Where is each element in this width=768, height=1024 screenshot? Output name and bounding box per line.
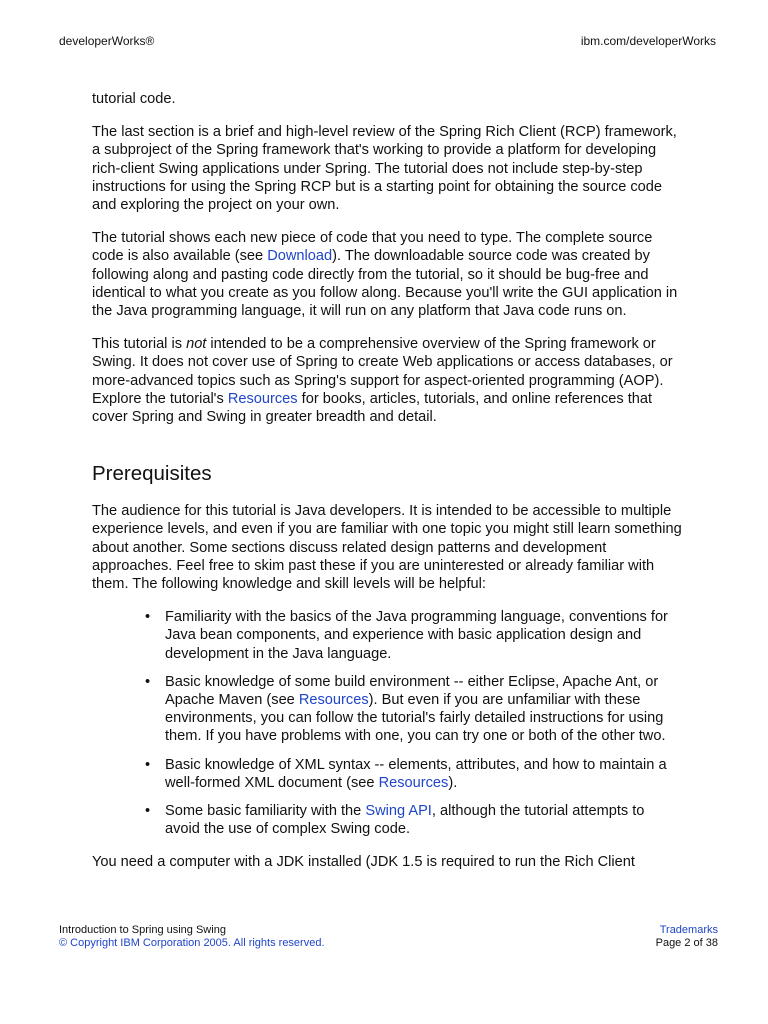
text: This tutorial is <box>92 336 187 353</box>
list-item <box>145 608 682 663</box>
document-body <box>92 90 682 886</box>
swing-api-link[interactable]: Swing API <box>365 803 432 820</box>
text: ). <box>448 774 458 791</box>
page-number: Page 2 of 38 <box>655 937 718 949</box>
paragraph-2 <box>92 229 682 320</box>
text: intended to be a comprehensive overview of the Spring framework or Swing. It does not cover use of Spring to create Web applications or access databases, or more-advanced topics such as Spring's support for aspect-oriented programming (AOP). Explore the tutorial's <box>92 336 673 407</box>
paragraph-4: The audience for this tutorial is Java developers. It is intended to be accessible to multiple experience levels, and even if you are familiar with one topic you might still learn something about another. Some sections discuss related design patterns and development approaches. Feel free to skim past these if you are uninterested or already familiar with them. The following knowledge and skill levels will be helpful: <box>92 503 682 593</box>
paragraph-0: tutorial code. <box>92 91 176 107</box>
section-heading: Prerequisites <box>92 462 212 486</box>
text: Basic knowledge of XML syntax -- elements, attributes, and how to maintain a well-formed XML document (see <box>165 756 667 791</box>
download-link[interactable]: Download <box>267 248 333 265</box>
text: Familiarity with the basics of the Java programming language, conventions for Java bean components, and experience with basic application design and development in the Java language. <box>165 609 668 662</box>
paragraph-5: You need a computer with a JDK installed (JDK 1.5 is required to run the Rich Client <box>92 853 635 870</box>
text: , although the tutorial attempts to avoid the use of complex Swing code. <box>165 803 645 838</box>
resources-link[interactable]: Resources <box>378 774 449 791</box>
footer-right <box>656 924 718 950</box>
text: ). But even if you are unfamiliar with these environments, you can follow the tutorial's fairly detailed instructions for using them. If you have problems with one, you can try one or both of the other two. <box>165 692 666 745</box>
trademarks-link[interactable]: Trademarks <box>659 924 718 936</box>
text: Basic knowledge of some build environment -- either Eclipse, Apache Ant, or Apache Maven (see <box>165 673 659 709</box>
list-item <box>145 802 682 838</box>
resources-link[interactable]: Resources <box>227 390 298 407</box>
footer-title: Introduction to Spring using Swing <box>59 924 226 936</box>
text: The tutorial shows each new piece of code that you need to type. The complete source code is also available (see <box>92 230 653 265</box>
paragraph-1: The last section is a brief and high-level review of the Spring Rich Client (RCP) framework, a subproject of the Spring framework that's working to provide a platform for developing rich-client Swing applications under Spring. The tutorial does not include step-by-step instructions for using the Spring RCP but is a starting point for obtaining the source code and exploring the project on your own. <box>92 124 677 214</box>
footer-left <box>59 924 325 950</box>
prerequisite-list <box>145 608 682 838</box>
header-brand: developerWorks® <box>59 34 155 48</box>
header-site: ibm.com/developerWorks <box>580 34 716 48</box>
copyright-link[interactable]: © Copyright IBM Corporation 2005. All rights reserved. <box>59 937 325 949</box>
resources-link[interactable]: Resources <box>298 692 369 709</box>
list-item <box>145 673 682 746</box>
text: ). The downloadable source code was created by following along and pasting code directly from the tutorial, so it should be bug-free and identical to what you create as you follow along. Because you'll write the GUI application in the Java programming language, it will run on any platform that Java code runs on. <box>92 248 678 320</box>
emphasis: not <box>186 336 207 353</box>
text: for books, articles, tutorials, and online references that cover Spring and Swing in greater breadth and detail. <box>92 390 653 426</box>
paragraph-3 <box>92 335 682 426</box>
text: Some basic familiarity with the <box>165 803 366 820</box>
list-item <box>145 756 682 792</box>
